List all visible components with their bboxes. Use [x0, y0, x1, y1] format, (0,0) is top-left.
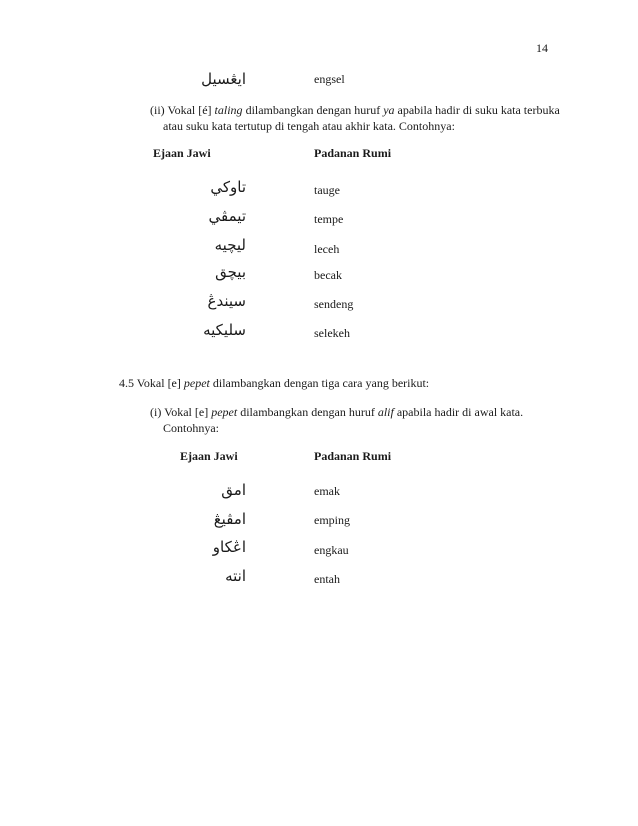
section-ii-paragraph [150, 102, 563, 134]
jawi-word: ليچيه [214, 236, 246, 254]
rumi-word: leceh [314, 242, 340, 256]
jawi-word: تيمڤي [208, 207, 246, 225]
section-4-5-heading [119, 375, 559, 391]
jawi-word: امق [221, 481, 246, 499]
column-header-jawi: Ejaan Jawi [153, 146, 211, 160]
page-number: 14 [536, 41, 548, 55]
rumi-word: becak [314, 268, 342, 282]
section-i-paragraph [150, 404, 563, 436]
column-header-rumi: Padanan Rumi [314, 146, 392, 160]
rumi-word: engsel [314, 72, 345, 86]
term-italic: pepet [183, 376, 210, 390]
term-italic: taling [214, 103, 243, 117]
section-marker: (ii) Vokal [é] [150, 103, 215, 117]
paragraph-text: dilambangkan dengan huruf [242, 103, 384, 117]
term-italic: pepet [211, 405, 238, 419]
rumi-word: tempe [314, 212, 344, 226]
column-header-rumi: Padanan Rumi [314, 449, 392, 463]
jawi-word: سيندڠ [207, 292, 246, 310]
jawi-word: اڠکاو [212, 538, 246, 556]
jawi-word: سليکيه [203, 321, 246, 339]
rumi-word: sendeng [314, 297, 354, 311]
paragraph-text: dilambangkan dengan tiga cara yang berikut: [209, 376, 430, 390]
rumi-word: entah [314, 572, 340, 586]
jawi-word: تاوکي [210, 178, 246, 196]
jawi-word: انته [225, 567, 246, 585]
rumi-word: selekeh [314, 326, 350, 340]
rumi-word: tauge [314, 183, 340, 197]
jawi-word: بيچق [215, 263, 246, 281]
rumi-word: emping [314, 513, 350, 527]
paragraph-text: dilambangkan dengan huruf [237, 405, 378, 419]
column-header-jawi: Ejaan Jawi [180, 449, 238, 463]
letter-italic: ya [383, 103, 395, 117]
jawi-word: امڤيڠ [213, 510, 246, 528]
letter-italic: alif [377, 405, 394, 419]
paragraph-text: apabila hadir di awal kata. Contohnya: [163, 405, 524, 435]
paragraph-text: apabila hadir di suku kata terbuka atau suku kata tertutup di tengah atau akhir kata. Contohnya: [163, 103, 560, 133]
jawi-word: ايڠسيل [201, 70, 246, 88]
rumi-word: emak [314, 484, 340, 498]
section-marker: (i) Vokal [e] [150, 405, 212, 419]
rumi-word: engkau [314, 543, 349, 557]
section-marker: 4.5 Vokal [e] [119, 376, 184, 390]
